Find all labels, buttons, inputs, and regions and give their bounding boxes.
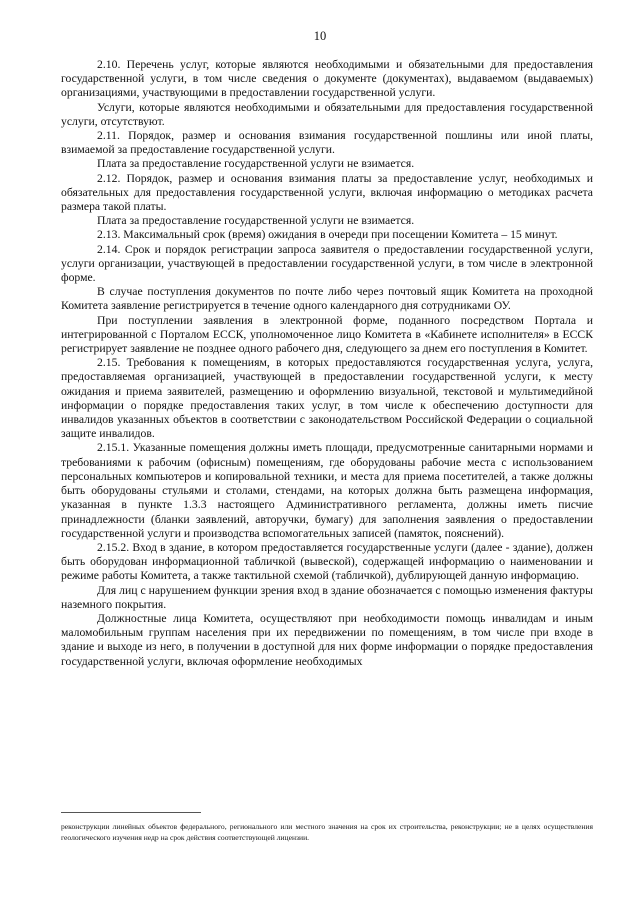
paragraph-2-15-1: 2.15.1. Указанные помещения должны иметь площади, предусмотренные санитарными нормами и требованиями к рабочим (офисным) помещениям, где оборудованы рабочие места с использованием персональных компьютеров и копировальной техники, и места для приема посетителей, а также должны быть оборудованы стульями и столами, стендами, на которых должна быть размещена информация, указанная в пункте 1.3.3 настоящего Административного регламента, должны иметь писчие принадлежности (бланки заявлений, авторучки, бумагу) для заполнения заявления о предоставлении государственной услуги и производства вспомогательных записей (памяток, пояснений). (61, 441, 593, 540)
paragraph-2-15: 2.15. Требования к помещениям, в которых предоставляются государственная услуга, услуга, предоставляемая организацией, участвующей в предоставлении государственной услуги, к месту ожидания и приема заявителей, размещению и оформлению визуальной, текстовой и мультимедийной информации о порядке предоставления таких услуг, в том числе к обеспечению доступности для инвалидов указанных объектов в соответствии с законодательством Российской Федерации о социальной защите инвалидов. (61, 356, 593, 441)
paragraph-2-14: 2.14. Срок и порядок регистрации запроса заявителя о предоставлении государственной услуги, услуги организации, участвующей в предоставлении государственной услуги, в том числе в электронной форме. (61, 242, 593, 285)
paragraph-2-10-answer: Услуги, которые являются необходимыми и обязательными для предоставления государственной услуги, отсутствуют. (61, 100, 593, 128)
paragraph-2-11: 2.11. Порядок, размер и основания взимания государственной пошлины или иной платы, взимаемой за предоставление государственной услуги. (61, 129, 593, 157)
paragraph-2-15-2: 2.15.2. Вход в здание, в котором предоставляется государственные услуги (далее - здание), должен быть оборудован информационной табличкой (вывеской), содержащей информацию о наименовании и режиме работы Комитета, а также тактильной схемой (табличкой), дублирующей данную информацию. (61, 540, 593, 583)
paragraph-2-13: 2.13. Максимальный срок (время) ожидания в очереди при посещении Комитета – 15 минут. (97, 228, 558, 242)
paragraph-2-12: 2.12. Порядок, размер и основания взимания платы за предоставление услуг, необходимых и обязательных для предоставления государственной услуги, включая информацию о методиках расчета размера такой платы. (61, 171, 593, 214)
paragraph-2-12-answer: Плата за предоставление государственной услуги не взимается. (97, 214, 415, 228)
paragraph-assistance: Должностные лица Комитета, осуществляют при необходимости помощь инвалидам и иным маломобильным группам населения при их передвижении по помещениям, в том числе при входе в здание и выходе из него, в получении в доступной для них форме информации о порядке предоставления государственной услуги, включая оформление необходимых (61, 611, 593, 668)
paragraph-2-14-mail: В случае поступления документов по почте либо через почтовый ящик Комитета на проходной Комитета заявление регистрируется в течение одного календарного дня сотрудниками ОУ. (61, 285, 593, 313)
page-number: 10 (313, 29, 327, 43)
paragraph-2-11-answer: Плата за предоставление государственной услуги не взимается. (97, 157, 415, 171)
paragraph-2-10: 2.10. Перечень услуг, которые являются необходимыми и обязательными для предоставления государственной услуги, в том числе сведения о документе (документах), выдаваемом (выдаваемых) организациями, участвующими в предоставлении государственной услуги. (61, 58, 593, 100)
paragraph-2-14-electronic: При поступлении заявления в электронной форме, поданного посредством Портала и интегрированной с Порталом ЕССК, уполномоченное лицо Комитета в «Кабинете исполнителя» в ЕССК регистрирует заявление не позднее одного рабочего дня, следующего за днем его поступления в Комитет. (61, 313, 593, 356)
document-body (61, 58, 593, 669)
footnote: реконструкции линейных объектов федерального, регионального или местного значения на срок их строительства, реконструкции; не в целях осуществления геологического изучения недр на срок действия соответствующей лицензии. (61, 822, 593, 842)
footnote-divider (61, 812, 201, 813)
paragraph-vision: Для лиц с нарушением функции зрения вход в здание обозначается с помощью изменения фактуры наземного покрытия. (61, 583, 593, 611)
